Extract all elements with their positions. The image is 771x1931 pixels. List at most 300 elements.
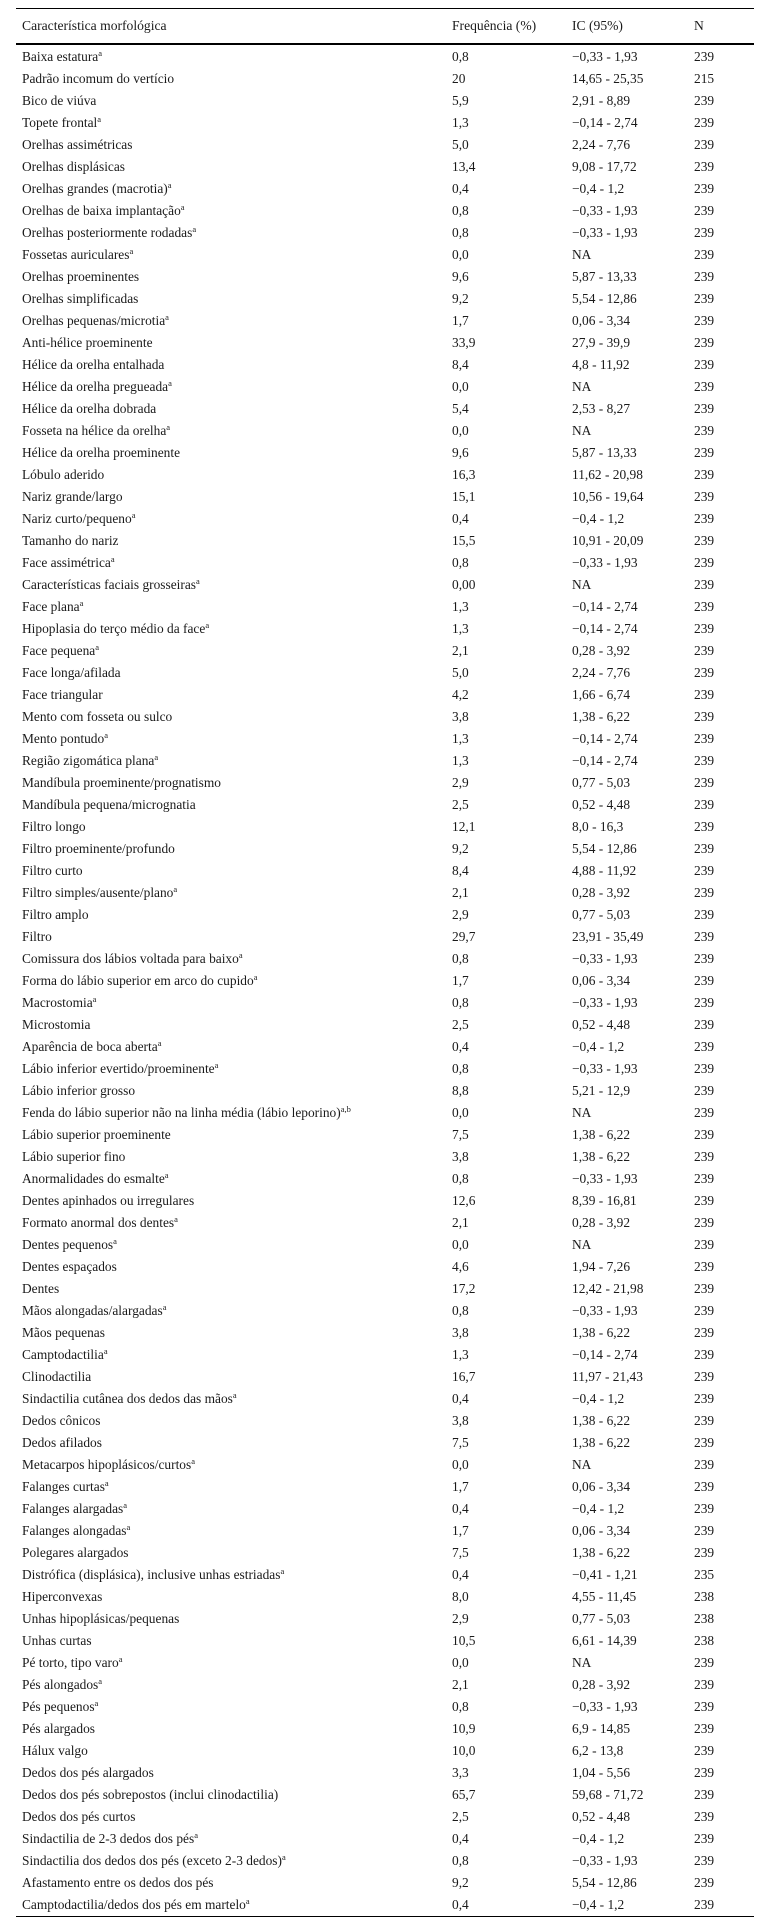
feature-label: Pé torto, tipo varo	[22, 1655, 119, 1670]
feature-label: Hipoplasia do terço médio da face	[22, 621, 206, 636]
cell-ci: 0,52 - 4,48	[572, 1809, 631, 1824]
cell-ci: −0,4 - 1,2	[572, 1501, 625, 1516]
feature-label: Filtro amplo	[22, 907, 89, 922]
cell-feature	[16, 420, 452, 442]
cell-n: 239	[694, 797, 715, 812]
cell-ci: 0,77 - 5,03	[572, 775, 631, 790]
feature-label: Camptodactilia/dedos dos pés em martelo	[22, 1897, 246, 1912]
feature-label: Baixa estatura	[22, 49, 99, 64]
cell-feature	[16, 332, 452, 354]
cell-n: 239	[694, 709, 715, 724]
table-row	[16, 1168, 754, 1190]
cell-frequency: 8,8	[452, 1083, 469, 1098]
cell-ci: 9,08 - 17,72	[572, 159, 637, 174]
cell-feature	[16, 1740, 452, 1762]
cell-ci: 0,52 - 4,48	[572, 797, 631, 812]
header-feature: Característica morfológica	[22, 18, 167, 33]
cell-n: 239	[694, 577, 715, 592]
cell-feature	[16, 134, 452, 156]
cell-frequency: 1,3	[452, 753, 469, 768]
table-row	[16, 750, 754, 772]
feature-label: Dedos dos pés sobrepostos (inclui clinodactilia)	[22, 1787, 279, 1802]
cell-n: 239	[694, 181, 715, 196]
cell-ci: 5,21 - 12,9	[572, 1083, 631, 1098]
cell-feature	[16, 1212, 452, 1234]
cell-n: 239	[694, 423, 715, 438]
footnote-marker: a	[123, 1500, 128, 1510]
header-ci: IC (95%)	[572, 18, 623, 33]
header-frequency: Frequência (%)	[452, 18, 537, 33]
cell-frequency: 0,8	[452, 49, 469, 64]
table-row	[16, 772, 754, 794]
cell-feature	[16, 1586, 452, 1608]
cell-frequency: 2,9	[452, 907, 469, 922]
cell-ci: 1,66 - 6,74	[572, 687, 631, 702]
cell-n: 239	[694, 511, 715, 526]
feature-label: Mento com fosseta ou sulco	[22, 709, 173, 724]
cell-frequency: 10,9	[452, 1721, 476, 1736]
table-row	[16, 464, 754, 486]
cell-n: 239	[694, 1655, 715, 1670]
cell-n: 239	[694, 489, 715, 504]
cell-frequency: 0,0	[452, 1105, 469, 1120]
cell-ci: 0,52 - 4,48	[572, 1017, 631, 1032]
table-row	[16, 1234, 754, 1256]
cell-frequency: 5,9	[452, 93, 469, 108]
feature-label: Falanges alongadas	[22, 1523, 127, 1538]
cell-n: 239	[694, 907, 715, 922]
table-row	[16, 882, 754, 904]
cell-feature	[16, 1388, 452, 1410]
cell-n: 239	[694, 1281, 715, 1296]
cell-ci: −0,4 - 1,2	[572, 1391, 625, 1406]
cell-frequency: 2,1	[452, 643, 469, 658]
cell-ci: 0,77 - 5,03	[572, 1611, 631, 1626]
cell-ci: 1,04 - 5,56	[572, 1765, 631, 1780]
cell-frequency: 1,3	[452, 1347, 469, 1362]
cell-frequency: 16,3	[452, 467, 476, 482]
cell-feature	[16, 1124, 452, 1146]
feature-label: Formato anormal dos dentes	[22, 1215, 175, 1230]
feature-label: Dedos cônicos	[22, 1413, 101, 1428]
footnote-marker: a	[95, 642, 100, 652]
table-row	[16, 398, 754, 420]
cell-frequency: 0,8	[452, 1061, 469, 1076]
cell-feature	[16, 1256, 452, 1278]
cell-frequency: 9,2	[452, 1875, 469, 1890]
feature-label: Mento pontudo	[22, 731, 105, 746]
table-row	[16, 90, 754, 112]
cell-feature	[16, 1168, 452, 1190]
table-row	[16, 1828, 754, 1850]
cell-n: 239	[694, 1853, 715, 1868]
cell-n: 238	[694, 1589, 715, 1604]
cell-frequency: 0,8	[452, 1171, 469, 1186]
cell-ci: −0,33 - 1,93	[572, 1061, 638, 1076]
cell-ci: 14,65 - 25,35	[572, 71, 644, 86]
table-row	[16, 310, 754, 332]
cell-ci: 2,24 - 7,76	[572, 137, 631, 152]
cell-feature	[16, 266, 452, 288]
footnote-marker: a	[166, 422, 171, 432]
cell-ci: NA	[572, 577, 592, 592]
feature-label: Distrófica (displásica), inclusive unhas estriadas	[22, 1567, 281, 1582]
cell-n: 239	[694, 1237, 715, 1252]
cell-frequency: 7,5	[452, 1435, 469, 1450]
cell-feature	[16, 244, 452, 266]
cell-frequency: 33,9	[452, 335, 476, 350]
cell-ci: 1,38 - 6,22	[572, 1545, 631, 1560]
feature-label: Sindactilia dos dedos dos pés (exceto 2-3 dedos)	[22, 1853, 282, 1868]
table-row	[16, 486, 754, 508]
feature-label: Lábio inferior grosso	[22, 1083, 136, 1098]
table-row	[16, 1432, 754, 1454]
cell-ci: −0,14 - 2,74	[572, 1347, 638, 1362]
cell-ci: −0,33 - 1,93	[572, 995, 638, 1010]
footnote-marker: a	[168, 378, 172, 388]
cell-n: 239	[694, 665, 715, 680]
cell-n: 239	[694, 1677, 715, 1692]
cell-feature	[16, 1102, 452, 1124]
feature-label: Hiperconvexas	[22, 1589, 103, 1604]
table-row	[16, 156, 754, 178]
cell-ci: NA	[572, 1655, 592, 1670]
cell-ci: −0,4 - 1,2	[572, 1831, 625, 1846]
cell-n: 239	[694, 1149, 715, 1164]
cell-feature	[16, 1520, 452, 1542]
cell-feature	[16, 882, 452, 904]
table-row	[16, 618, 754, 640]
cell-feature	[16, 288, 452, 310]
feature-label: Orelhas proeminentes	[22, 269, 140, 284]
cell-n: 239	[694, 1061, 715, 1076]
table-body	[16, 46, 754, 1916]
cell-feature	[16, 750, 452, 772]
cell-feature	[16, 1476, 452, 1498]
cell-ci: 5,87 - 13,33	[572, 269, 637, 284]
table-row	[16, 1740, 754, 1762]
table-row	[16, 530, 754, 552]
table-row	[16, 1498, 754, 1520]
cell-ci: NA	[572, 423, 592, 438]
feature-label: Fenda do lábio superior não na linha média (lábio leporino)	[22, 1105, 341, 1120]
cell-frequency: 0,8	[452, 555, 469, 570]
table-row	[16, 552, 754, 574]
cell-n: 239	[694, 1765, 715, 1780]
table-row	[16, 1454, 754, 1476]
cell-feature	[16, 1784, 452, 1806]
cell-n: 239	[694, 1545, 715, 1560]
cell-n: 239	[694, 1171, 715, 1186]
cell-n: 239	[694, 643, 715, 658]
footnote-marker: a	[98, 48, 102, 58]
table-row	[16, 332, 754, 354]
cell-feature	[16, 1762, 452, 1784]
table-row	[16, 794, 754, 816]
cell-n: 239	[694, 1127, 715, 1142]
feature-label: Dentes	[22, 1281, 60, 1296]
table-row	[16, 508, 754, 530]
footnote-marker: a	[245, 1896, 250, 1906]
footnote-marker: a	[104, 730, 108, 740]
cell-feature	[16, 68, 452, 90]
cell-n: 239	[694, 1457, 715, 1472]
cell-ci: 0,77 - 5,03	[572, 907, 631, 922]
cell-frequency: 2,1	[452, 1215, 469, 1230]
cell-n: 239	[694, 335, 715, 350]
cell-n: 239	[694, 753, 715, 768]
table-row	[16, 1850, 754, 1872]
feature-label: Hálux valgo	[22, 1743, 88, 1758]
cell-ci: 6,9 - 14,85	[572, 1721, 631, 1736]
footnote-marker: a	[164, 1170, 169, 1180]
cell-ci: 6,61 - 14,39	[572, 1633, 637, 1648]
cell-frequency: 9,2	[452, 291, 469, 306]
table-row	[16, 46, 754, 68]
table-row	[16, 112, 754, 134]
table-row	[16, 420, 754, 442]
cell-ci: −0,33 - 1,93	[572, 225, 638, 240]
cell-feature	[16, 1652, 452, 1674]
cell-n: 239	[694, 841, 715, 856]
cell-ci: 0,06 - 3,34	[572, 973, 631, 988]
footnote-marker: a	[196, 576, 200, 586]
table-row	[16, 992, 754, 1014]
feature-label: Região zigomática plana	[22, 753, 155, 768]
table-row	[16, 706, 754, 728]
cell-feature	[16, 1674, 452, 1696]
feature-label: Clinodactilia	[22, 1369, 92, 1384]
cell-feature	[16, 1190, 452, 1212]
table-row	[16, 640, 754, 662]
table-row	[16, 926, 754, 948]
cell-n: 239	[694, 401, 715, 416]
cell-ci: −0,4 - 1,2	[572, 181, 625, 196]
footnote-marker: a	[192, 224, 197, 234]
morphology-table	[16, 8, 754, 1917]
table-row	[16, 1872, 754, 1894]
feature-label: Falanges alargadas	[22, 1501, 124, 1516]
cell-frequency: 1,7	[452, 973, 469, 988]
cell-feature	[16, 772, 452, 794]
table-header-row	[16, 9, 754, 43]
cell-frequency: 3,8	[452, 1413, 469, 1428]
cell-n: 239	[694, 1809, 715, 1824]
feature-label: Microstomia	[22, 1017, 91, 1032]
cell-frequency: 8,0	[452, 1589, 469, 1604]
cell-frequency: 2,9	[452, 775, 469, 790]
footnote-marker: a	[173, 884, 178, 894]
footnote-marker: a	[98, 1676, 103, 1686]
cell-feature	[16, 970, 452, 992]
cell-feature	[16, 640, 452, 662]
table-row	[16, 288, 754, 310]
cell-ci: 0,06 - 3,34	[572, 1523, 631, 1538]
cell-frequency: 20	[452, 71, 466, 86]
table-row	[16, 1256, 754, 1278]
cell-n: 239	[694, 247, 715, 262]
cell-n: 239	[694, 1017, 715, 1032]
feature-label: Polegares alargados	[22, 1545, 129, 1560]
cell-frequency: 4,6	[452, 1259, 469, 1274]
cell-n: 239	[694, 621, 715, 636]
footnote-marker: a	[165, 312, 169, 322]
cell-ci: 12,42 - 21,98	[572, 1281, 644, 1296]
cell-feature	[16, 1454, 452, 1476]
cell-feature	[16, 596, 452, 618]
feature-label: Falanges curtas	[22, 1479, 105, 1494]
cell-ci: 5,54 - 12,86	[572, 841, 637, 856]
cell-frequency: 15,1	[452, 489, 476, 504]
cell-ci: 5,54 - 12,86	[572, 291, 637, 306]
cell-feature	[16, 1432, 452, 1454]
cell-ci: 0,28 - 3,92	[572, 643, 631, 658]
footnote-marker: a	[167, 180, 172, 190]
cell-frequency: 5,0	[452, 137, 469, 152]
cell-frequency: 10,5	[452, 1633, 476, 1648]
cell-frequency: 1,3	[452, 731, 469, 746]
cell-frequency: 12,6	[452, 1193, 476, 1208]
feature-label: Dedos dos pés alargados	[22, 1765, 154, 1780]
cell-n: 239	[694, 775, 715, 790]
cell-n: 239	[694, 445, 715, 460]
table-row	[16, 1410, 754, 1432]
cell-ci: −0,14 - 2,74	[572, 753, 638, 768]
cell-frequency: 3,8	[452, 709, 469, 724]
cell-frequency: 15,5	[452, 533, 476, 548]
cell-feature	[16, 222, 452, 244]
table-row	[16, 1542, 754, 1564]
table-row	[16, 134, 754, 156]
cell-feature	[16, 706, 452, 728]
cell-ci: 10,91 - 20,09	[572, 533, 644, 548]
cell-n: 239	[694, 1347, 715, 1362]
table-row	[16, 1124, 754, 1146]
feature-label: Pés alargados	[22, 1721, 96, 1736]
cell-ci: −0,33 - 1,93	[572, 49, 638, 64]
cell-n: 239	[694, 1435, 715, 1450]
cell-frequency: 1,7	[452, 1479, 469, 1494]
cell-feature	[16, 178, 452, 200]
cell-ci: 0,28 - 3,92	[572, 885, 631, 900]
table-row	[16, 68, 754, 90]
cell-frequency: 16,7	[452, 1369, 476, 1384]
cell-feature	[16, 1322, 452, 1344]
cell-n: 239	[694, 1501, 715, 1516]
cell-n: 239	[694, 731, 715, 746]
cell-feature	[16, 1872, 452, 1894]
cell-n: 239	[694, 555, 715, 570]
cell-ci: 27,9 - 39,9	[572, 335, 631, 350]
cell-feature	[16, 486, 452, 508]
cell-n: 239	[694, 951, 715, 966]
cell-ci: −0,33 - 1,93	[572, 1699, 638, 1714]
cell-frequency: 0,0	[452, 379, 469, 394]
cell-feature	[16, 112, 452, 134]
cell-feature	[16, 200, 452, 222]
cell-ci: 10,56 - 19,64	[572, 489, 644, 504]
cell-n: 235	[694, 1567, 715, 1582]
feature-label: Unhas hipoplásicas/pequenas	[22, 1611, 180, 1626]
cell-feature	[16, 1696, 452, 1718]
feature-label: Lábio inferior evertido/proeminente	[22, 1061, 215, 1076]
table-row	[16, 354, 754, 376]
cell-frequency: 65,7	[452, 1787, 476, 1802]
feature-label: Dedos dos pés curtos	[22, 1809, 136, 1824]
feature-label: Filtro proeminente/profundo	[22, 841, 175, 856]
footnote-marker: a	[79, 598, 84, 608]
cell-n: 239	[694, 995, 715, 1010]
table-row	[16, 970, 754, 992]
cell-n: 239	[694, 225, 715, 240]
cell-frequency: 1,7	[452, 1523, 469, 1538]
feature-label: Características faciais grosseiras	[22, 577, 196, 592]
table-row	[16, 1212, 754, 1234]
cell-ci: −0,33 - 1,93	[572, 203, 638, 218]
cell-n: 239	[694, 1105, 715, 1120]
cell-ci: 0,06 - 3,34	[572, 1479, 631, 1494]
footnote-marker: a	[174, 1214, 178, 1224]
feature-label: Pés pequenos	[22, 1699, 95, 1714]
table-row	[16, 1586, 754, 1608]
cell-n: 239	[694, 1479, 715, 1494]
table-row	[16, 200, 754, 222]
footnote-marker: a	[154, 752, 159, 762]
feature-label: Forma do lábio superior em arco do cupido	[22, 973, 254, 988]
feature-label: Aparência de boca aberta	[22, 1039, 158, 1054]
cell-feature	[16, 46, 452, 68]
feature-label: Lábio superior proeminente	[22, 1127, 171, 1142]
cell-feature	[16, 1278, 452, 1300]
cell-ci: −0,14 - 2,74	[572, 599, 638, 614]
footnote-marker: a	[253, 972, 258, 982]
cell-frequency: 7,5	[452, 1127, 469, 1142]
cell-ci: −0,4 - 1,2	[572, 1039, 625, 1054]
feature-label: Hélice da orelha pregueada	[22, 379, 169, 394]
cell-n: 215	[694, 71, 715, 86]
cell-n: 239	[694, 1259, 715, 1274]
cell-frequency: 0,8	[452, 1699, 469, 1714]
table-row	[16, 816, 754, 838]
feature-label: Mãos pequenas	[22, 1325, 105, 1340]
table-row	[16, 1762, 754, 1784]
cell-ci: 4,8 - 11,92	[572, 357, 630, 372]
cell-frequency: 0,4	[452, 1501, 469, 1516]
cell-ci: 0,28 - 3,92	[572, 1677, 631, 1692]
feature-label: Afastamento entre os dedos dos pés	[22, 1875, 214, 1890]
cell-ci: 1,38 - 6,22	[572, 1413, 631, 1428]
cell-frequency: 9,6	[452, 445, 469, 460]
cell-frequency: 0,4	[452, 511, 469, 526]
cell-feature	[16, 1806, 452, 1828]
cell-feature	[16, 838, 452, 860]
feature-label: Fossetas auriculares	[22, 247, 130, 262]
footnote-marker: a	[162, 1302, 167, 1312]
table-row	[16, 178, 754, 200]
feature-label: Dentes apinhados ou irregulares	[22, 1193, 195, 1208]
cell-frequency: 7,5	[452, 1545, 469, 1560]
cell-n: 239	[694, 1523, 715, 1538]
cell-frequency: 3,8	[452, 1149, 469, 1164]
table-row	[16, 948, 754, 970]
footnote-marker: a	[280, 1566, 285, 1576]
cell-frequency: 0,8	[452, 203, 469, 218]
cell-n: 239	[694, 1787, 715, 1802]
cell-ci: 2,53 - 8,27	[572, 401, 631, 416]
cell-n: 239	[694, 1325, 715, 1340]
footnote-marker: a	[191, 1456, 195, 1466]
cell-feature	[16, 1080, 452, 1102]
